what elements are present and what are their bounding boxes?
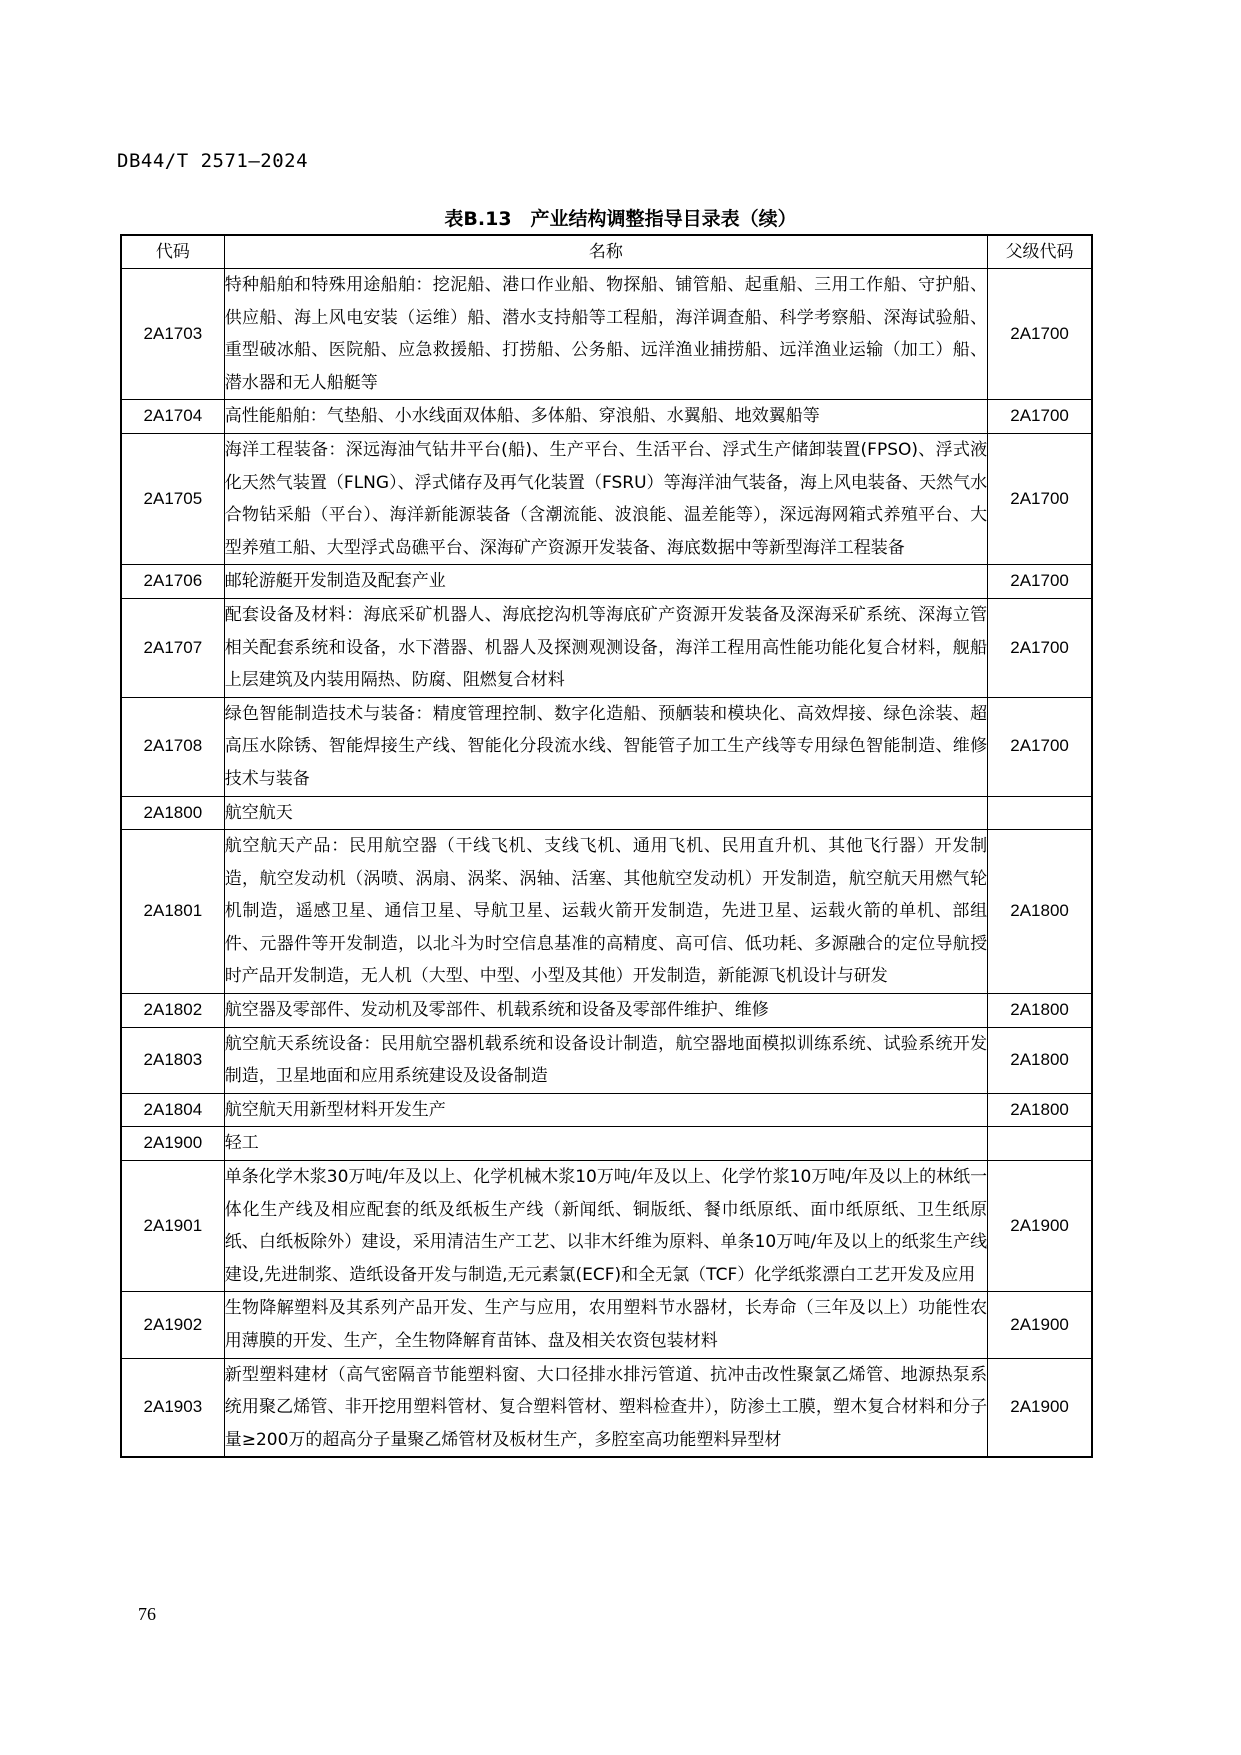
table-row [121,1027,1092,1093]
code-cell: 2A1902 [121,1292,224,1358]
column-header-parent: 父级代码 [988,235,1092,269]
name-cell: 航空器及零部件、发动机及零部件、机载系统和设备及零部件维护、维修 [224,994,987,1028]
table-row [121,400,1092,434]
parent-code-cell: 2A1800 [988,1027,1092,1093]
parent-code-cell: 2A1700 [988,269,1092,400]
table-row [121,598,1092,697]
parent-code-cell: 2A1700 [988,697,1092,796]
code-cell: 2A1802 [121,994,224,1028]
table-header-row [121,235,1092,269]
column-header-name: 名称 [224,235,987,269]
name-cell: 绿色智能制造技术与装备：精度管理控制、数字化造船、预舾装和模块化、高效焊接、绿色涂装、超高压水除锈、智能焊接生产线、智能化分段流水线、智能管子加工生产线等专用绿色智能制造、维修技术与装备 [224,697,987,796]
table-row [121,565,1092,599]
code-cell: 2A1901 [121,1161,224,1292]
table-row [121,697,1092,796]
parent-code-cell: 2A1900 [988,1161,1092,1292]
parent-code-cell [988,796,1092,830]
code-cell: 2A1903 [121,1358,224,1457]
code-cell: 2A1706 [121,565,224,599]
name-cell: 生物降解塑料及其系列产品开发、生产与应用，农用塑料节水器材，长寿命（三年及以上）功能性农用薄膜的开发、生产，全生物降解育苗钵、盘及相关农资包装材料 [224,1292,987,1358]
parent-code-cell: 2A1700 [988,598,1092,697]
table-row [121,830,1092,994]
code-cell: 2A1803 [121,1027,224,1093]
industry-catalog-table [120,234,1093,1458]
standard-number: DB44/T 2571—2024 [117,150,309,172]
column-header-code: 代码 [121,235,224,269]
code-cell: 2A1800 [121,796,224,830]
name-cell: 新型塑料建材（高气密隔音节能塑料窗、大口径排水排污管道、抗冲击改性聚氯乙烯管、地源热泵系统用聚乙烯管、非开挖用塑料管材、复合塑料管材、塑料检查井），防渗土工膜，塑木复合材料和分子量≥200万的超高分子量聚乙烯管材及板材生产，多腔室高功能塑料异型材 [224,1358,987,1457]
code-cell: 2A1705 [121,433,224,564]
parent-code-cell: 2A1700 [988,565,1092,599]
code-cell: 2A1708 [121,697,224,796]
code-cell: 2A1704 [121,400,224,434]
parent-code-cell: 2A1900 [988,1358,1092,1457]
code-cell: 2A1804 [121,1093,224,1127]
code-cell: 2A1801 [121,830,224,994]
code-cell: 2A1900 [121,1127,224,1161]
table-row [121,433,1092,564]
name-cell: 配套设备及材料：海底采矿机器人、海底挖沟机等海底矿产资源开发装备及深海采矿系统、深海立管相关配套系统和设备，水下潜器、机器人及探测观测设备，海洋工程用高性能功能化复合材料，舰船上层建筑及内装用隔热、防腐、阻燃复合材料 [224,598,987,697]
parent-code-cell: 2A1800 [988,830,1092,994]
table-row [121,269,1092,400]
parent-code-cell: 2A1800 [988,994,1092,1028]
table-row [121,1358,1092,1457]
table-row [121,1093,1092,1127]
name-cell: 航空航天系统设备：民用航空器机载系统和设备设计制造，航空器地面模拟训练系统、试验系统开发制造，卫星地面和应用系统建设及设备制造 [224,1027,987,1093]
table-caption: 表B.13 产业结构调整指导目录表（续） [444,208,797,230]
parent-code-cell: 2A1700 [988,400,1092,434]
table-row [121,1161,1092,1292]
parent-code-cell: 2A1900 [988,1292,1092,1358]
parent-code-cell [988,1127,1092,1161]
table-row [121,1292,1092,1358]
name-cell: 航空航天 [224,796,987,830]
name-cell: 海洋工程装备：深远海油气钻井平台(船)、生产平台、生活平台、浮式生产储卸装置(FPSO)、浮式液化天然气装置（FLNG）、浮式储存及再气化装置（FSRU）等海洋油气装备，海上风电装备、天然气水合物钻采船（平台）、海洋新能源装备（含潮流能、波浪能、温差能等），深远海网箱式养殖平台、大型养殖工船、大型浮式岛礁平台、深海矿产资源开发装备、海底数据中等新型海洋工程装备 [224,433,987,564]
table-row [121,994,1092,1028]
parent-code-cell: 2A1700 [988,433,1092,564]
code-cell: 2A1707 [121,598,224,697]
name-cell: 单条化学木浆30万吨/年及以上、化学机械木浆10万吨/年及以上、化学竹浆10万吨/年及以上的林纸一体化生产线及相应配套的纸及纸板生产线（新闻纸、铜版纸、餐巾纸原纸、面巾纸原纸、卫生纸原纸、白纸板除外）建设，采用清洁生产工艺、以非木纤维为原料、单条10万吨/年及以上的纸浆生产线建设,先进制浆、造纸设备开发与制造,无元素氯(ECF)和全无氯（TCF）化学纸浆漂白工艺开发及应用 [224,1161,987,1292]
parent-code-cell: 2A1800 [988,1093,1092,1127]
name-cell: 航空航天产品：民用航空器（干线飞机、支线飞机、通用飞机、民用直升机、其他飞行器）开发制造，航空发动机（涡喷、涡扇、涡桨、涡轴、活塞、其他航空发动机）开发制造，航空航天用燃气轮机制造，遥感卫星、通信卫星、导航卫星、运载火箭开发制造，先进卫星、运载火箭的单机、部组件、元器件等开发制造，以北斗为时空信息基准的高精度、高可信、低功耗、多源融合的定位导航授时产品开发制造，无人机（大型、中型、小型及其他）开发制造，新能源飞机设计与研发 [224,830,987,994]
code-cell: 2A1703 [121,269,224,400]
name-cell: 邮轮游艇开发制造及配套产业 [224,565,987,599]
name-cell: 航空航天用新型材料开发生产 [224,1093,987,1127]
table-row [121,1127,1092,1161]
page-number: 76 [138,1604,156,1624]
name-cell: 轻工 [224,1127,987,1161]
table-row [121,796,1092,830]
name-cell: 高性能船舶：气垫船、小水线面双体船、多体船、穿浪船、水翼船、地效翼船等 [224,400,987,434]
name-cell: 特种船舶和特殊用途船舶：挖泥船、港口作业船、物探船、铺管船、起重船、三用工作船、守护船、供应船、海上风电安装（运维）船、潜水支持船等工程船，海洋调查船、科学考察船、深海试验船、重型破冰船、医院船、应急救援船、打捞船、公务船、远洋渔业捕捞船、远洋渔业运输（加工）船、潜水器和无人船艇等 [224,269,987,400]
